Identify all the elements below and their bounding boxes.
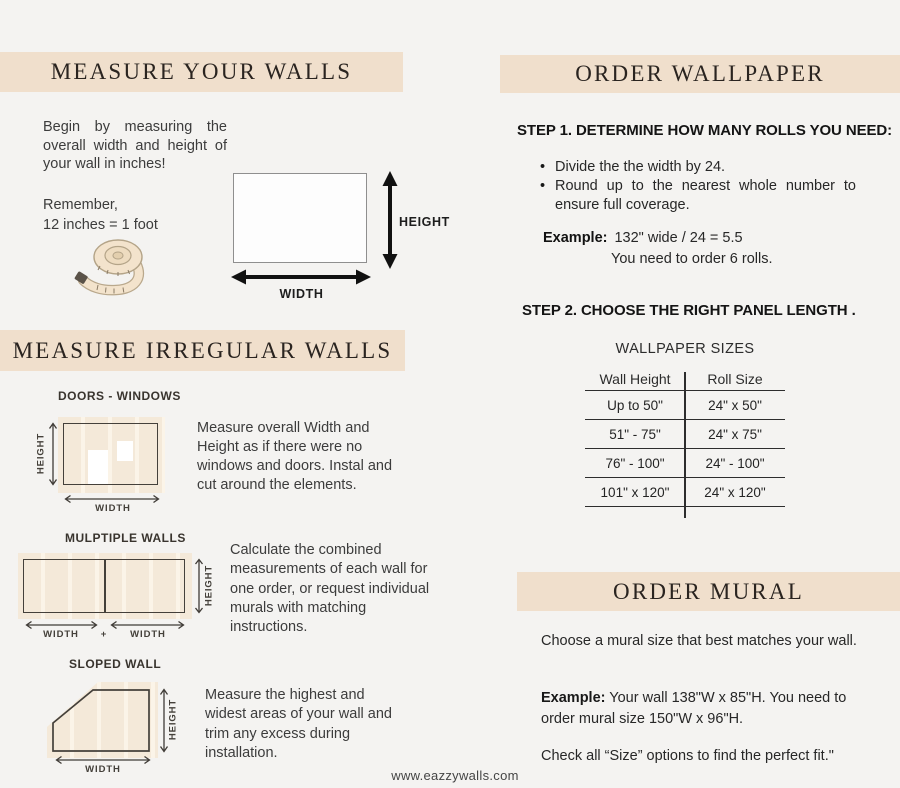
plus-sign: + [100,629,108,640]
table-column-divider [684,372,686,518]
multiple-height-arrow-icon [194,558,204,614]
multiple-width-label-right: WIDTH [130,629,166,640]
sloped-wall-outline [52,689,151,753]
sloped-width-label: WIDTH [85,764,121,775]
measure-walls-header-bar [0,52,403,92]
multiple-walls-outline [23,559,185,613]
mural-paragraph-1: Choose a mural size that best matches your wall. [541,633,857,649]
example-calculation: 132" wide / 24 = 5.5 [614,230,743,246]
wallpaper-sizes-title: WALLPAPER SIZES [615,341,755,357]
bullet-divide: • Divide the the width by 24. [538,158,856,177]
height-arrow-icon [379,171,401,269]
step1-heading: STEP 1. DETERMINE HOW MANY ROLLS YOU NEED: [517,122,893,139]
doors-height-arrow-icon [48,422,58,486]
remember-note [43,195,243,235]
website-footer: www.eazzywalls.com [391,768,519,783]
step1-bullet-list [538,158,856,215]
step2-heading: STEP 2. CHOOSE THE RIGHT PANEL LENGTH . [522,302,856,319]
multiple-width-label-left: WIDTH [43,629,79,640]
tape-measure-icon [74,235,162,299]
example-line2: You need to order 6 rolls. [611,251,773,267]
doors-windows-label: DOORS - WINDOWS [58,389,181,403]
mural-example-text: Your wall 138"W x 85"H. You need to order mural size 150"W x 96"H. [541,690,847,727]
mural-example-label: Example: [541,690,606,706]
wallpaper-sizes-table [585,368,785,507]
width-arrow-icon [231,266,371,288]
table-header-wall-height: Wall Height [599,371,671,387]
measure-walls-title: MEASURE YOUR WALLS [50,59,353,84]
step1-example [543,228,873,270]
table-header-roll-size: Roll Size [707,371,763,387]
doors-windows-wall-outline [63,423,158,485]
irregular-walls-header-bar [0,330,405,371]
height-label: HEIGHT [399,215,450,229]
multiple-walls-label: MULPTIPLE WALLS [65,531,186,545]
example-label: Example: [543,230,608,246]
multiple-walls-text: Calculate the combined measurements of each wall for one order, or request individual murals with matching instructions. [230,542,430,636]
measure-walls-intro: Begin by measuring the overall width and height of your wall in inches! [43,119,227,172]
doors-width-label: WIDTH [95,503,131,514]
doors-height-label: HEIGHT [35,432,47,475]
table-cell: 76" - 100" [605,455,665,471]
sloped-wall-label: SLOPED WALL [69,657,162,671]
multiple-height-label: HEIGHT [203,564,215,607]
table-cell: 24" x 75" [708,426,762,442]
sloped-wall-text: Measure the highest and widest areas of your wall and trim any excess during installation. [205,687,392,761]
doors-windows-text: Measure overall Width and Height as if there were no windows and doors. Instal and cut around the elements. [197,420,393,493]
example-line1 [543,228,873,249]
table-cell: 24" x 50" [708,397,762,413]
wall-diagram-rectangle [233,173,367,263]
door-shape [88,450,108,484]
table-cell: Up to 50" [607,397,663,413]
mural-paragraph-3: Check all “Size” options to find the perfect fit." [541,748,834,764]
order-wallpaper-title: ORDER WALLPAPER [575,61,825,86]
mural-example [541,688,873,730]
table-cell: 24" x 120" [704,484,766,500]
window-shape [117,441,133,461]
wall-divider-line [104,560,106,612]
order-mural-header-bar [517,572,900,611]
table-cell: 24" - 100" [705,455,765,471]
order-wallpaper-header-bar [500,55,900,93]
order-mural-title: ORDER MURAL [613,578,804,604]
irregular-walls-title: MEASURE IRREGULAR WALLS [12,337,393,363]
bullet-round-up: • Round up to the nearest whole number to ensure full coverage. [538,177,856,215]
remember-line2: 12 inches = 1 foot [43,217,158,233]
width-label: WIDTH [279,287,324,301]
sloped-height-label: HEIGHT [167,698,179,741]
table-cell: 101" x 120" [600,484,670,500]
remember-line1: Remember, [43,197,118,213]
table-cell: 51" - 75" [609,426,661,442]
